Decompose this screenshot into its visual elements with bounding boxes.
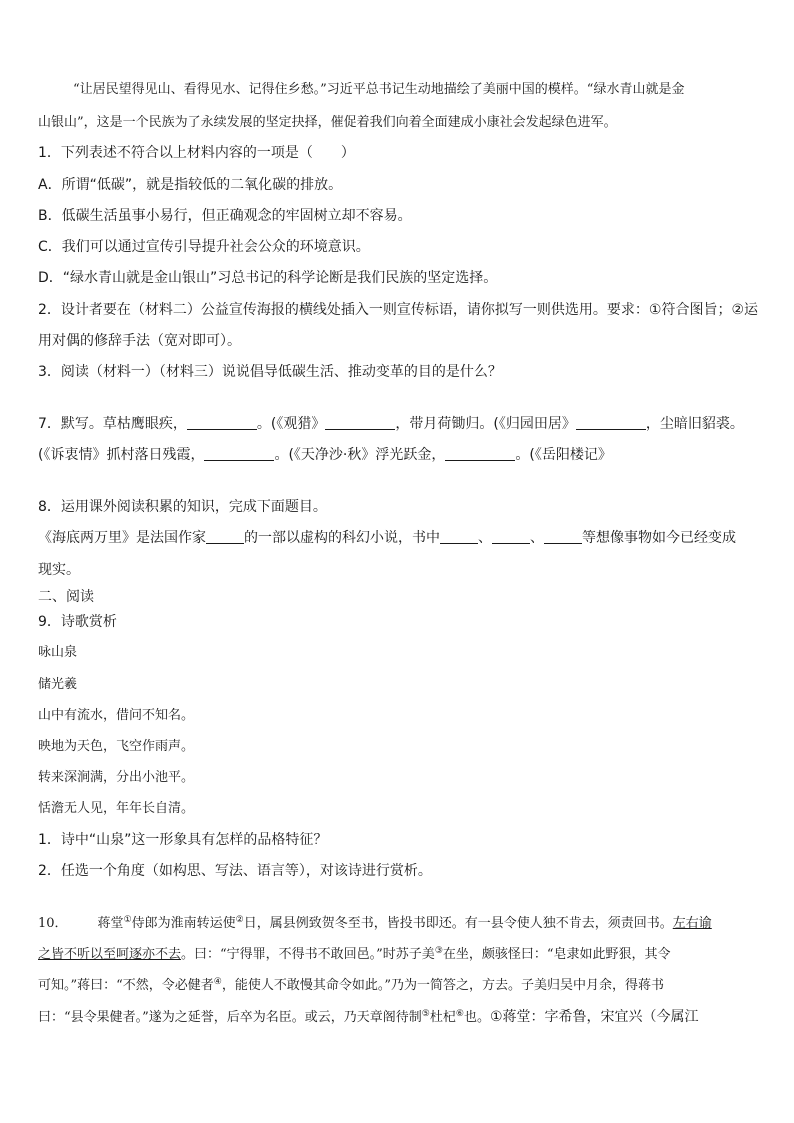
question-10-text: 日，属县例致贺冬至书，皆投书即还。有一县令使人独不肯去，须责回书。 <box>243 916 673 931</box>
question-7-text: 。(《天净沙·秋》浮光跃金， <box>274 447 446 463</box>
answer-blank[interactable] <box>445 446 515 461</box>
question-9-sub: 1．诗中“山泉”这一形象具有怎样的品格特征？ <box>38 832 328 848</box>
poem-title: 咏山泉 <box>38 645 78 660</box>
answer-blank[interactable] <box>325 415 395 430</box>
question-10-text: 曰：“县令果健者。”遂为之延誉，后卒为名臣。或云，乃天章阁待制 <box>38 1010 422 1025</box>
question-10-line <box>38 945 671 965</box>
question-10-text: 。曰：“宁得罪，不得书不敢回邑。”时苏子美 <box>181 947 435 962</box>
footnote-marker: ③ <box>434 946 443 956</box>
question-1-stem: 1．下列表述不符合以上材料内容的一项是（ ） <box>38 145 355 161</box>
poem-author: 储光羲 <box>38 677 78 692</box>
question-10-number: 10． <box>38 916 68 931</box>
poem-verse: 映地为天色，飞空作雨声。 <box>38 739 195 754</box>
question-8-text: 、 <box>478 530 492 546</box>
poem-verse: 恬澹无人见，年年长自清。 <box>38 801 195 816</box>
question-1-option-c: C．我们可以通过宣传引导提升社会公众的环境意识。 <box>38 239 370 255</box>
answer-blank[interactable] <box>206 529 244 544</box>
question-10-line <box>38 1007 699 1028</box>
question-10-text: 也。 <box>463 1010 490 1025</box>
question-7-text: 7．默写。草枯鹰眼疾， <box>38 416 187 432</box>
question-7-text: ，尘暗旧貂裘。 <box>645 416 744 432</box>
question-1-option-d: D．“绿水青山就是金山银山”习总书记的科学论断是我们民族的坚定选择。 <box>38 270 498 286</box>
footnote-marker: ④ <box>213 977 222 987</box>
poem-verse: 山中有流水，借问不知名。 <box>38 708 195 723</box>
question-8-line <box>38 528 736 548</box>
answer-blank[interactable] <box>492 529 530 544</box>
section-heading: 二、阅读 <box>38 589 94 605</box>
underlined-sentence: 之皆不听以至呵逐亦不去 <box>38 947 182 962</box>
question-10-text: 蒋堂 <box>97 916 124 931</box>
question-7-line <box>38 445 612 465</box>
poem-verse: 转来深涧满，分出小池平。 <box>38 770 195 785</box>
question-1-option-a: A．所谓“低碳”，就是指较低的二氧化碳的排放。 <box>38 177 343 193</box>
question-8-text: 《海底两万里》是法国作家 <box>38 530 206 546</box>
question-3: 3．阅读（材料一）（材料三）说说倡导低碳生活、推动变革的目的是什么？ <box>38 364 502 380</box>
question-7-text: 。(《岳阳楼记》 <box>515 447 612 463</box>
question-7-text: (《诉衷情》抓村落日残霞， <box>38 447 205 463</box>
question-10-text: 侍郎为淮南转运使 <box>131 916 236 931</box>
passage-line: 山银山”，这是一个民族为了永续发展的坚定抉择，催促着我们向着全面建成小康社会发起绿色进军。 <box>38 115 617 130</box>
question-8-text: 的一部以虚构的科幻小说，书中 <box>244 530 440 546</box>
passage-line: “让居民望得见山、看得见水、记得住乡愁。”习近平总书记生动地描绘了美丽中国的模样。“绿水青山就是金 <box>73 82 685 97</box>
question-7-text: ，带月荷锄归。(《归园田居》 <box>395 416 576 432</box>
question-8-line: 现实。 <box>38 562 80 578</box>
answer-blank[interactable] <box>204 446 274 461</box>
question-10-text: 可知。”蒋曰：“不然，令必健者 <box>38 978 214 993</box>
question-8-text: 等想像事物如今已经变成 <box>582 530 736 546</box>
footnote-marker: ② <box>235 915 244 925</box>
footnote-text: ①蒋堂：字希鲁，宋宜兴（今属江 <box>489 1009 699 1025</box>
answer-blank[interactable] <box>576 415 646 430</box>
question-7-text: 。(《观猎》 <box>256 416 326 432</box>
question-9-heading: 9．诗歌赏析 <box>38 614 117 630</box>
question-10-text: 杜杞 <box>429 1010 456 1025</box>
answer-blank[interactable] <box>187 415 257 430</box>
question-2-line: 2．设计者要在（材料二）公益宣传海报的横线处插入一则宣传标语，请你拟写一则供选用。要求：①符合图旨；②运 <box>38 302 759 318</box>
question-10-text: 在坐，颇骇怪曰：“皂隶如此野狠，其令 <box>442 947 671 962</box>
answer-blank[interactable] <box>440 529 478 544</box>
question-8-stem: 8．运用课外阅读积累的知识，完成下面题目。 <box>38 499 327 515</box>
answer-blank[interactable] <box>544 529 582 544</box>
underlined-sentence: 左右谕 <box>672 916 712 931</box>
question-10-line <box>38 914 712 934</box>
footnote-marker: ① <box>123 915 132 925</box>
question-2-line: 用对偶的修辞手法（宽对即可）。 <box>38 333 241 349</box>
question-8-text: 、 <box>530 530 544 546</box>
question-7-line <box>38 414 744 434</box>
footnote-marker: ⑥ <box>455 1009 464 1019</box>
footnote-marker: ⑤ <box>421 1009 430 1019</box>
question-10-line <box>38 976 664 996</box>
question-1-option-b: B．低碳生活虽事小易行，但正确观念的牢固树立却不容易。 <box>38 208 412 224</box>
question-9-sub: 2．任选一个角度（如构思、写法、语言等），对该诗进行赏析。 <box>38 863 432 879</box>
question-10-text: ，能使人不敢慢其命令如此。”乃为一简答之，方去。子美归吴中月余，得蒋书 <box>221 978 665 993</box>
